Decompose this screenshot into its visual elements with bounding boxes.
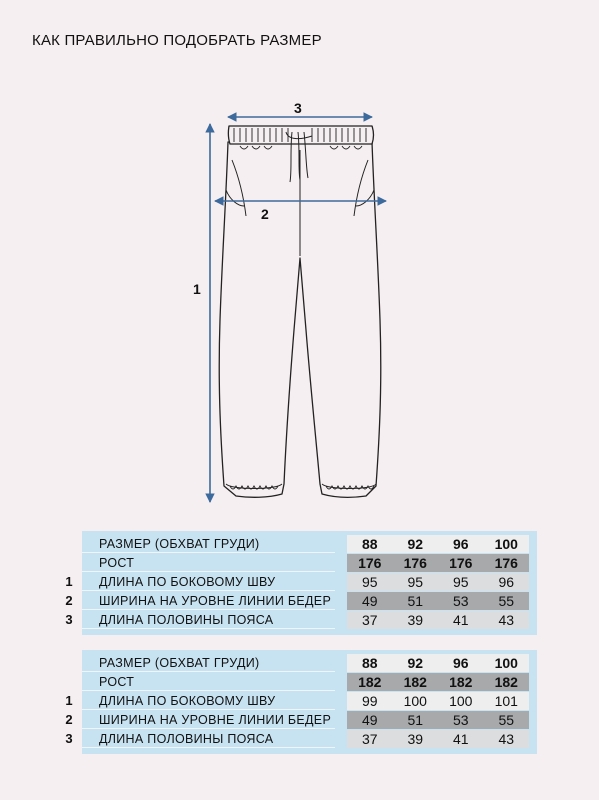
row-values [347,592,529,610]
table-cell: 96 [452,654,469,671]
table-row [65,691,537,710]
row-label: РОСТ [82,554,335,572]
table-cell: 100 [449,692,473,709]
table-row [65,710,537,729]
row-values [347,673,529,691]
table-cell: 182 [358,673,382,690]
table-cell: 176 [494,554,518,571]
table-cell: 96 [498,573,515,590]
table-row [65,591,537,610]
table-cell: 39 [407,730,424,747]
table-row [65,610,537,629]
row-values [347,654,529,672]
table-cell: 41 [452,730,469,747]
table-cell: 43 [498,611,515,628]
table-cell: 39 [407,611,424,628]
row-label: РАЗМЕР (ОБХВАТ ГРУДИ) [82,535,335,553]
row-label: ДЛИНА ПОЛОВИНЫ ПОЯСА [82,611,335,629]
table-cell: 92 [407,654,424,671]
table-cell: 49 [361,711,378,728]
table-cell: 37 [361,730,378,747]
table-cell: 41 [452,611,469,628]
table-cell: 100 [494,535,518,552]
table-cell: 182 [449,673,473,690]
table-row [82,672,537,691]
table-cell: 182 [403,673,427,690]
row-label: ДЛИНА ПО БОКОВОМУ ШВУ [82,573,335,591]
table-cell: 176 [403,554,427,571]
table-cell: 88 [361,654,378,671]
table-cell: 37 [361,611,378,628]
size-table-182 [65,650,537,754]
row-label: ШИРИНА НА УРОВНЕ ЛИНИИ БЕДЕР [82,711,335,729]
row-values [347,730,529,748]
page-title: КАК ПРАВИЛЬНО ПОДОБРАТЬ РАЗМЕР [32,32,322,49]
hip-width-label: 2 [261,206,269,222]
table-cell: 95 [361,573,378,590]
table-cell: 55 [498,592,515,609]
row-values [347,711,529,729]
row-values [347,535,529,553]
table-row [82,653,537,672]
size-table-176 [65,531,537,635]
row-number: 2 [65,712,73,727]
row-values [347,611,529,629]
row-label: ШИРИНА НА УРОВНЕ ЛИНИИ БЕДЕР [82,592,335,610]
table-row [82,553,537,572]
table-row [65,729,537,748]
table-row [82,534,537,553]
row-values [347,554,529,572]
table-cell: 88 [361,535,378,552]
row-number: 2 [65,593,73,608]
table-row [65,572,537,591]
row-number: 3 [65,731,73,746]
table-cell: 176 [449,554,473,571]
table-cell: 53 [452,592,469,609]
table-cell: 99 [361,692,378,709]
row-label: РАЗМЕР (ОБХВАТ ГРУДИ) [82,654,335,672]
row-number: 1 [65,693,73,708]
row-number: 1 [65,574,73,589]
row-values [347,573,529,591]
row-label: РОСТ [82,673,335,691]
table-cell: 101 [494,692,518,709]
row-label: ДЛИНА ПО БОКОВОМУ ШВУ [82,692,335,710]
table-cell: 53 [452,711,469,728]
waist-label: 3 [294,100,302,116]
row-label: ДЛИНА ПОЛОВИНЫ ПОЯСА [82,730,335,748]
row-values [347,692,529,710]
row-number: 3 [65,612,73,627]
table-cell: 49 [361,592,378,609]
table-cell: 55 [498,711,515,728]
table-cell: 92 [407,535,424,552]
table-cell: 43 [498,730,515,747]
table-cell: 51 [407,711,424,728]
table-cell: 100 [403,692,427,709]
table-cell: 95 [407,573,424,590]
table-cell: 100 [494,654,518,671]
table-cell: 176 [358,554,382,571]
table-cell: 96 [452,535,469,552]
table-cell: 95 [452,573,469,590]
length-label: 1 [193,281,201,297]
table-cell: 182 [494,673,518,690]
table-cell: 51 [407,592,424,609]
